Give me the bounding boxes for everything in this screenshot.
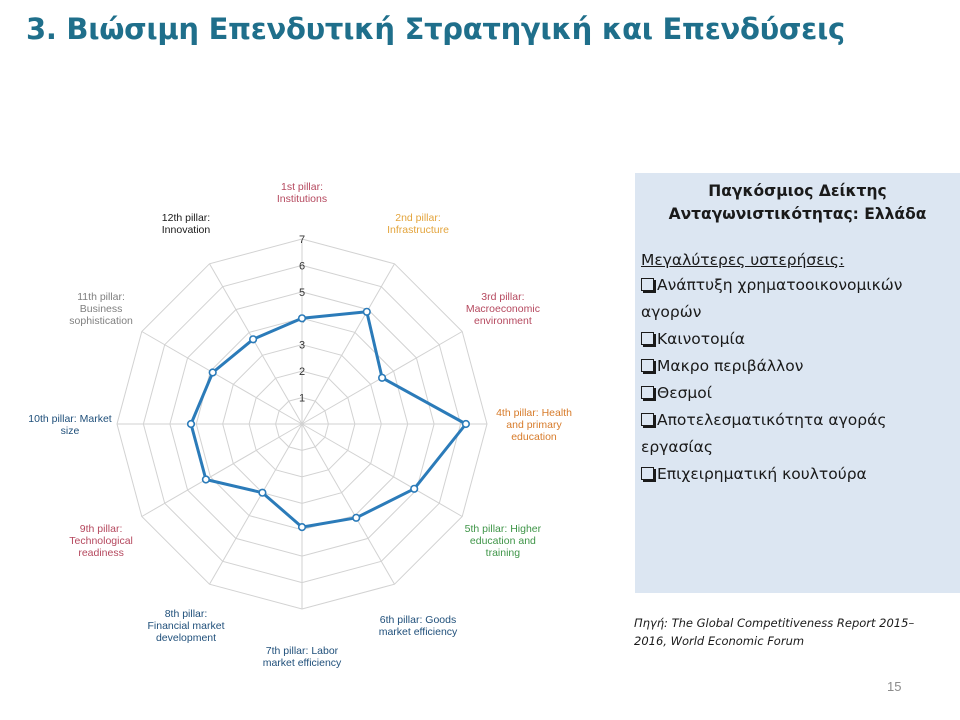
source-text: The Global Competitiveness Report 2015–2016, World Economic Forum bbox=[634, 616, 915, 648]
data-point bbox=[379, 375, 386, 382]
category-label: 6th pillar: Goods market efficiency bbox=[378, 613, 458, 638]
category-label: 12th pillar: Innovation bbox=[161, 212, 211, 237]
data-point bbox=[250, 336, 257, 343]
checkbox-bullet-icon bbox=[641, 332, 654, 345]
list-item-text: Θεσμοί bbox=[657, 384, 712, 402]
checkbox-bullet-icon bbox=[641, 413, 654, 426]
list-item bbox=[641, 407, 954, 461]
category-label: 5th pillar: Higher education and training bbox=[464, 523, 542, 559]
category-label: 11th pillar: Business sophistication bbox=[69, 291, 133, 327]
data-point bbox=[353, 515, 360, 522]
category-label: 2nd pillar: Infrastructure bbox=[387, 212, 449, 237]
category-label: 8th pillar: Financial market development bbox=[147, 607, 225, 644]
data-point bbox=[299, 524, 306, 531]
data-point bbox=[299, 315, 306, 322]
list-item bbox=[641, 272, 954, 326]
list-item bbox=[641, 461, 954, 488]
data-point bbox=[209, 369, 216, 376]
data-point bbox=[411, 486, 418, 493]
category-label: 4th pillar: Health and primary education bbox=[496, 407, 572, 443]
list-item bbox=[641, 353, 954, 380]
category-label: 9th pillar: Technological readiness bbox=[69, 523, 133, 559]
tick-label: 1 bbox=[298, 392, 306, 405]
category-label: 7th pillar: Labor market efficiency bbox=[262, 645, 342, 669]
data-point bbox=[188, 421, 195, 428]
info-box-title-line1: Παγκόσμιος Δείκτης bbox=[708, 182, 887, 200]
checkbox-bullet-icon bbox=[641, 467, 654, 480]
category-label: 1st pillar: Institutions bbox=[276, 181, 328, 205]
data-point bbox=[259, 489, 266, 496]
info-box-title-line2: Ανταγωνιστικότητας: Ελλάδα bbox=[668, 205, 927, 223]
list-item-text: Ανάπτυξη χρηματοοικονομικών αγορών bbox=[641, 276, 903, 321]
list-item-text: Αποτελεσματικότητα αγοράς εργασίας bbox=[641, 411, 887, 456]
data-point bbox=[203, 476, 210, 483]
info-box-title bbox=[641, 180, 954, 226]
source-label: Πηγή: bbox=[634, 616, 668, 630]
list-item bbox=[641, 326, 954, 353]
slide-title: 3. Βιώσιμη Επενδυτική Στρατηγική και Επενδύσεις bbox=[26, 12, 845, 46]
info-box-subheading: Μεγαλύτερες υστερήσεις: bbox=[641, 251, 845, 269]
data-point bbox=[463, 421, 470, 428]
info-box bbox=[635, 173, 960, 593]
list-item-text: Μακρο περιβάλλον bbox=[657, 357, 804, 375]
source-note bbox=[634, 614, 934, 650]
tick-label: 2 bbox=[298, 366, 306, 379]
weakness-list bbox=[641, 272, 954, 488]
category-label: 10th pillar: Market size bbox=[28, 413, 112, 437]
page-number: 15 bbox=[887, 679, 902, 694]
tick-label: 6 bbox=[298, 260, 306, 273]
checkbox-bullet-icon bbox=[641, 359, 654, 372]
list-item bbox=[641, 380, 954, 407]
list-item-text: Επιχειρηματική κουλτούρα bbox=[657, 465, 867, 483]
tick-label: 7 bbox=[298, 234, 306, 246]
data-point bbox=[364, 309, 371, 316]
category-label: 3rd pillar: Macroeconomic environment bbox=[465, 291, 540, 327]
list-item-text: Καινοτομία bbox=[657, 330, 745, 348]
checkbox-bullet-icon bbox=[641, 386, 654, 399]
tick-label: 5 bbox=[298, 286, 306, 299]
tick-label: 3 bbox=[298, 339, 306, 352]
checkbox-bullet-icon bbox=[641, 278, 654, 291]
